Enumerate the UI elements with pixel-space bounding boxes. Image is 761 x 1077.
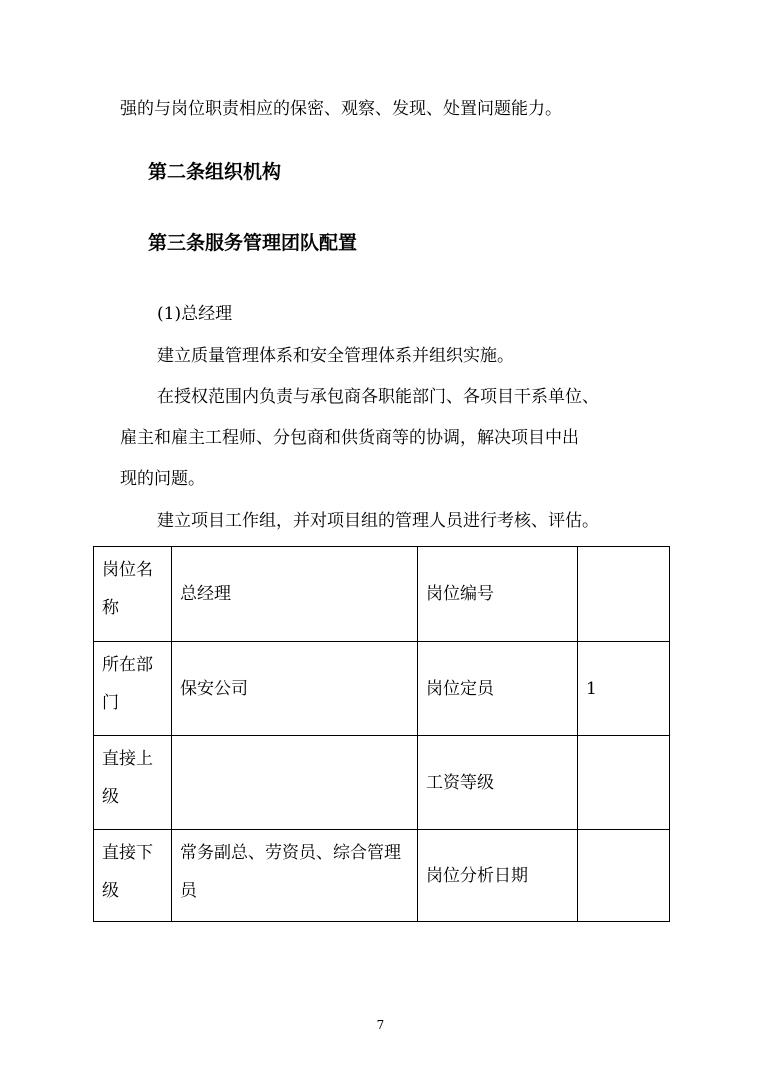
cell-text: 总经理	[180, 584, 231, 604]
cell-text: 岗位编号	[426, 584, 494, 604]
paragraph-coordination-line-2: 雇主和雇主工程师、分包商和供货商等的协调，解决项目中出	[120, 428, 579, 448]
table-row	[94, 642, 670, 736]
cell-text: 直接下级	[102, 843, 153, 901]
sub-item-general-manager: (1)总经理	[157, 304, 233, 324]
table-cell-value	[578, 642, 670, 736]
paragraph-coordination-line-3: 现的问题。	[120, 469, 205, 489]
table-cell-label	[418, 830, 578, 922]
paragraph-project-team: 建立项目工作组，并对项目组的管理人员进行考核、评估。	[157, 511, 599, 531]
table-cell-value	[172, 642, 418, 736]
position-info-table	[93, 546, 670, 922]
table-cell-value	[578, 830, 670, 922]
paragraph-quality-system: 建立质量管理体系和安全管理体系并组织实施。	[157, 346, 514, 366]
cell-text: 工资等级	[426, 772, 494, 793]
section-heading-team-configuration: 第三条服务管理团队配置	[148, 232, 358, 254]
table-row	[94, 736, 670, 830]
cell-text: 岗位名称	[102, 560, 153, 618]
section-heading-organization: 第二条组织机构	[148, 161, 282, 183]
cell-text: 所在部门	[102, 655, 153, 713]
paragraph-coordination-line-1: 在授权范围内负责与承包商各职能部门、各项目干系单位、	[157, 387, 599, 407]
cell-text: 岗位定员	[426, 678, 494, 699]
table-cell-value	[172, 736, 418, 830]
table-cell-value	[172, 547, 418, 642]
table-cell-label	[94, 547, 172, 642]
cell-text: 1	[586, 678, 597, 699]
table-cell-label	[418, 642, 578, 736]
table-row	[94, 547, 670, 642]
table-cell-label	[418, 736, 578, 830]
table-cell-label	[94, 830, 172, 922]
table-cell-label	[94, 736, 172, 830]
table-cell-value	[578, 736, 670, 830]
cell-text: 岗位分析日期	[426, 865, 528, 886]
cell-text: 保安公司	[180, 678, 248, 699]
cell-text: 直接上级	[102, 749, 153, 807]
table-row	[94, 830, 670, 922]
table-cell-value	[172, 830, 418, 922]
cell-text: 常务副总、劳资员、综合管理 员	[180, 843, 401, 901]
page-number: 7	[376, 1018, 385, 1032]
table-cell-label	[418, 547, 578, 642]
paragraph-continuation: 强的与岗位职责相应的保密、观察、发现、处置问题能力。	[120, 99, 562, 119]
table-cell-value	[578, 547, 670, 642]
table-cell-label	[94, 642, 172, 736]
